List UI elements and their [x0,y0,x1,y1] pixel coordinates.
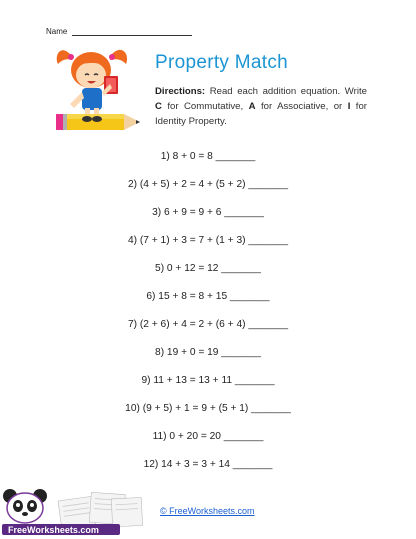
worksheet-title: Property Match [155,52,289,73]
equation-7[interactable]: 7) (2 + 6) + 4 = 2 + (6 + 4) _______ [128,319,288,330]
equation-12[interactable]: 12) 14 + 3 = 3 + 14 _______ [143,459,273,470]
name-label: Name [46,27,68,36]
equation-2[interactable]: 2) (4 + 5) + 2 = 4 + (5 + 2) _______ [128,179,288,190]
equation-9[interactable]: 9) 11 + 13 = 13 + 11 _______ [141,375,275,386]
equation-6[interactable]: 6) 15 + 8 = 8 + 15 _______ [146,291,270,302]
name-row [46,27,192,36]
equation-3[interactable]: 3) 6 + 9 = 9 + 6 _______ [152,207,264,218]
svg-text:FreeWorksheets.com: FreeWorksheets.com [8,525,99,535]
freeworksheets-link[interactable]: © FreeWorksheets.com [160,506,255,516]
freeworksheets-logo [0,488,150,538]
directions-label: Directions: [155,86,206,97]
equation-10[interactable]: 10) (9 + 5) + 1 = 9 + (5 + 1) _______ [125,403,291,414]
equation-5[interactable]: 5) 0 + 12 = 12 _______ [155,263,261,274]
directions-text: Directions: Read each addition equation. Write C for Commutative, A for Associative, or I for Identity Property. [155,86,367,127]
equation-1[interactable]: 1) 8 + 0 = 8 _______ [160,151,256,162]
girl-pencil-illustration [52,42,144,140]
equation-11[interactable]: 11) 0 + 20 = 20 _______ [152,431,264,442]
equation-4[interactable]: 4) (7 + 1) + 3 = 7 + (1 + 3) _______ [128,235,288,246]
equation-8[interactable]: 8) 19 + 0 = 19 _______ [155,347,261,358]
name-field-line[interactable] [72,27,192,36]
